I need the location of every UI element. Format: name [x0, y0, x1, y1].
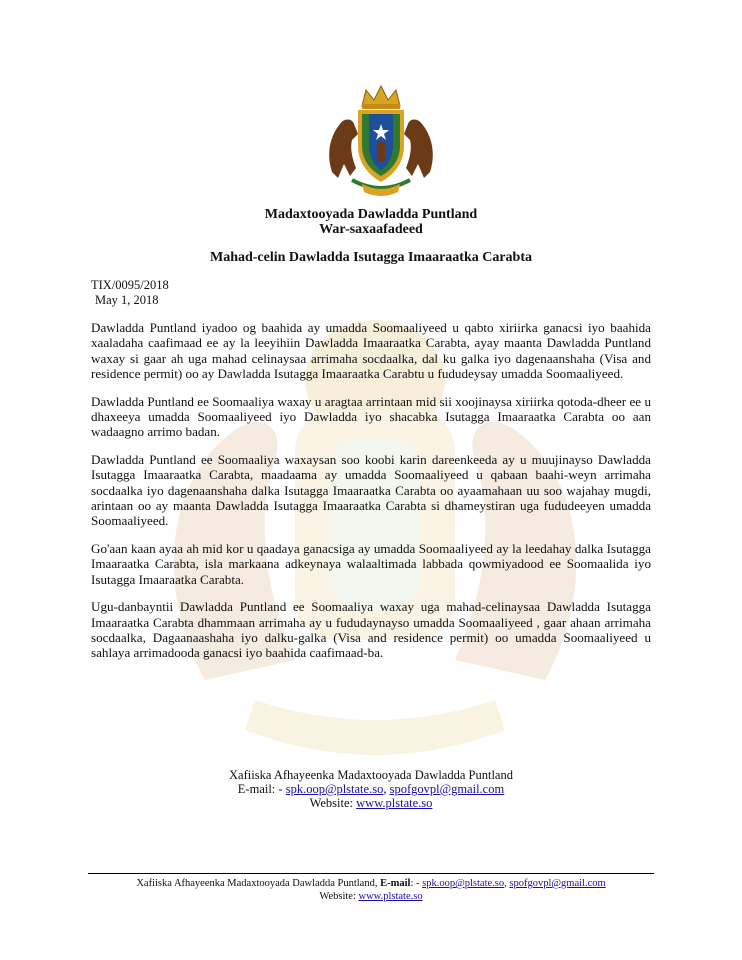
- footer: [0, 877, 742, 903]
- email-link-1[interactable]: spk.oop@plstate.so: [285, 782, 384, 796]
- signature-email-line: [0, 782, 742, 796]
- paragraph: Go'aan kaan ayaa ah mid kor u qaadaya ganacsiga ay umadda Soomaaliyeed ay la leedahay dalka Isutagga Imaaraatka Carabta, isla markaana adkeynaya walaaltimada labbada qowmiyadood ee Soomaalida iyo Isutagga Imaaraatka Carabta.: [91, 540, 651, 587]
- footer-email-link-1[interactable]: spk.oop@plstate.so: [422, 878, 505, 889]
- press-release-body: [91, 320, 651, 673]
- paragraph: Ugu-danbayntii Dawladda Puntland ee Soomaaliya waxay uga mahad-celinaysaa Dawladda Isutagga Imaaraatka Carabta dhammaan arrimaha ay u fududaynayso umadda Soomaaliyeed , gaar ahaan arrimaha socdaalka, Dagaanaashaha iyo dalku-galka (Visa and residence permit) oo umadda Soomaaliyeed u sahlaya arrimadooda ganacsi iyo baahida caafimaad-ba.: [91, 599, 651, 661]
- email-separator: ,: [383, 782, 387, 796]
- signature-office: Xafiiska Afhayeenka Madaxtooyada Dawladda Puntland: [229, 768, 513, 782]
- footer-divider: [88, 873, 654, 874]
- website-label: Website:: [309, 796, 354, 810]
- footer-website-line: [0, 890, 742, 903]
- document-type: War-saxaafadeed: [319, 222, 423, 237]
- footer-contact-line: [0, 877, 742, 890]
- reference-number: TIX/0095/2018: [91, 278, 169, 292]
- footer-email-comma: ,: [504, 878, 507, 889]
- footer-website-link[interactable]: www.plstate.so: [358, 891, 423, 902]
- paragraph: Dawladda Puntland ee Soomaaliya waxay u aragtaa arrintaan mid sii xoojinaysa xiriirka qotoda-dheer ee u dhaxeeya umadda Soomaaliyeed iyo Dawladda iyo shacabka Isutagga Imaaraatka Carabta oo aan wadaagno arrimo badan.: [91, 393, 651, 440]
- email-label: E-mail: -: [237, 782, 283, 796]
- coat-of-arms: [322, 84, 440, 200]
- footer-email-link-2[interactable]: spofgovpl@gmail.com: [509, 878, 606, 889]
- footer-email-label: E-mail: [380, 878, 411, 889]
- document-title: Mahad-celin Dawladda Isutagga Imaaraatka Carabta: [209, 250, 532, 265]
- organization-name: Madaxtooyada Dawladda Puntland: [264, 207, 478, 222]
- email-link-2[interactable]: spofgovpl@gmail.com: [389, 782, 505, 796]
- footer-email-separator: : -: [410, 878, 420, 889]
- signature-website-line: [0, 796, 742, 810]
- footer-website-label: Website:: [319, 891, 356, 902]
- paragraph: Dawladda Puntland ee Soomaaliya waxaysan soo koobi karin dareenkeeda ay u muujinayso Dawladda Isutagga Imaaraatka Carabta, maadaama ay umadda Soomaaliyeed u qabaan baahi-weyn arrimaha socdaalka iyo dagenaanshaha dalka Isutagga Imaaraatka Carabta oo ayaamahaan uu soo wajahay mugdi, arintaan oo ay maanta Dawladda Isutagga Imaaraatka Carabta si dhameystiran uga fududeeyen umadda Soomaaliyeed.: [91, 451, 651, 529]
- paragraph: Dawladda Puntland iyadoo og baahida ay umadda Soomaaliyeed u qabto xiriirka ganacsi iyo baahida xaaladaha caafimaad ee ay la leeyihiin Dawladda Imaaraatka Carabta, ayay maanta Dawladda Puntland waxay si gaar ah uga mahad celinaysaa arrimaha socdaalka, dal ku galka iyo dagenaanshaha (Visa and residence permit) oo ay Dawladda Isutagga Imaaraatka Carabtu u fududeysay umadda Soomaaliyeed.: [91, 320, 651, 382]
- signature-block: [0, 768, 742, 810]
- footer-office: Xafiiska Afhayeenka Madaxtooyada Dawladda Puntland,: [136, 878, 378, 889]
- website-link[interactable]: www.plstate.so: [356, 796, 433, 810]
- reference-block: [91, 278, 169, 308]
- document-date: May 1, 2018: [95, 293, 159, 307]
